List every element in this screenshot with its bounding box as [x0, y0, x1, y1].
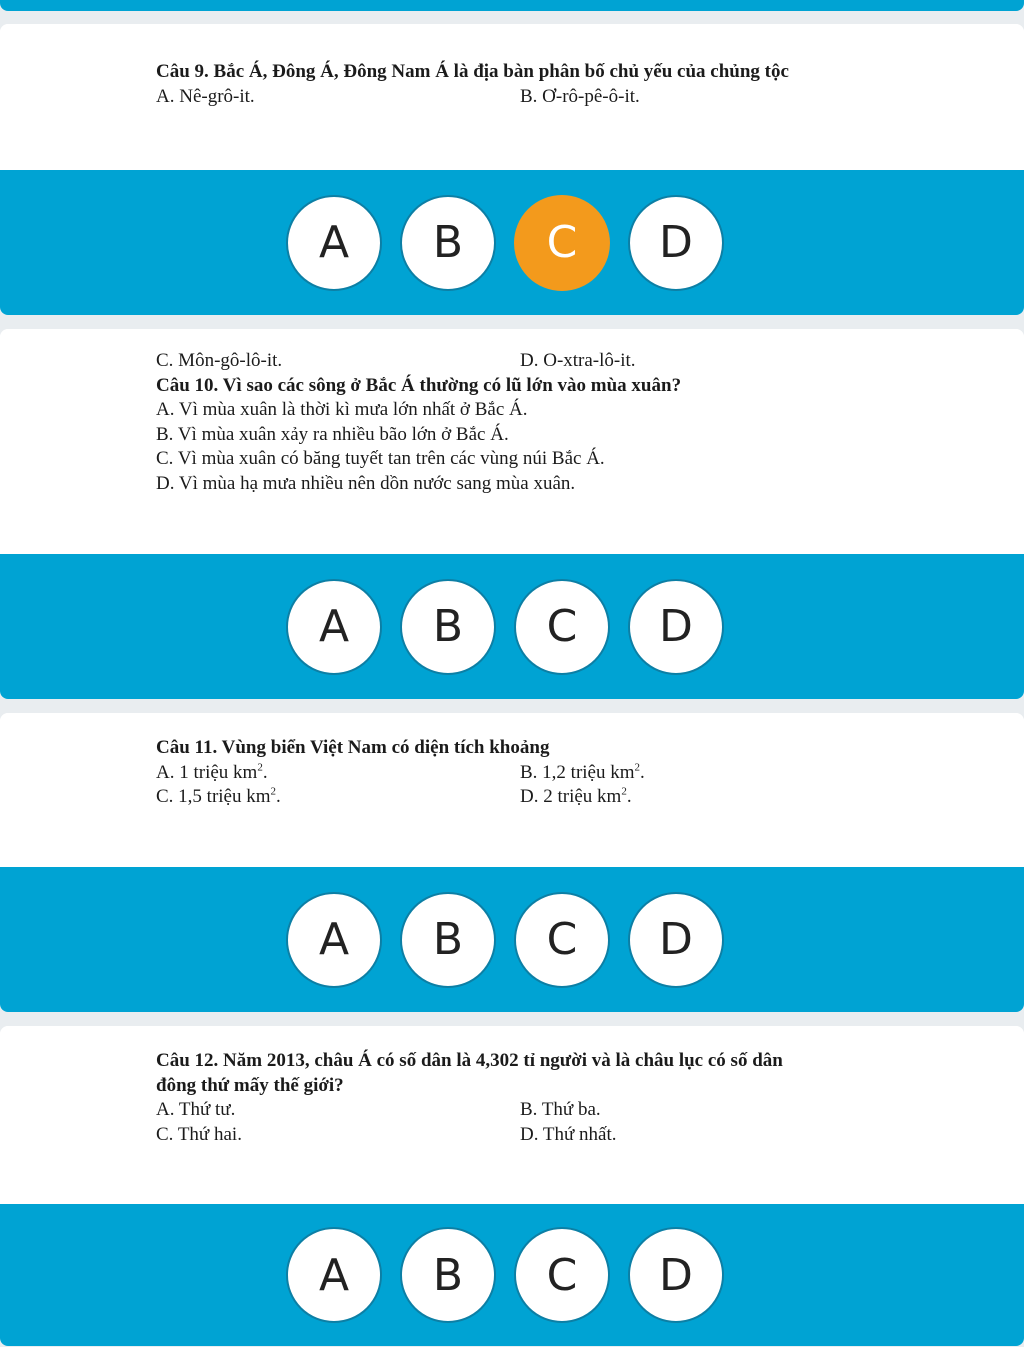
- question-card-10: [0, 329, 1024, 699]
- option-row: [156, 785, 896, 810]
- question-card-9: [0, 24, 1024, 315]
- question-text: [156, 60, 896, 109]
- answer-a-button[interactable]: A: [286, 195, 382, 291]
- question-stem-continued: đông thứ mấy thế giới?: [156, 1074, 344, 1096]
- answer-a-button[interactable]: A: [286, 1227, 382, 1323]
- answer-choices: [286, 1204, 724, 1346]
- question-text: [156, 349, 896, 496]
- answer-d-button[interactable]: D: [628, 1227, 724, 1323]
- option-c: C. Môn-gô-lô-it.: [156, 350, 283, 371]
- question-text: [156, 1049, 896, 1147]
- answer-choices: [286, 554, 724, 699]
- answer-b-button[interactable]: B: [400, 579, 496, 675]
- option-c: C. Vì mùa xuân có băng tuyết tan trên các vùng núi Bắc Á.: [156, 448, 605, 469]
- option-d: D. Vì mùa hạ mưa nhiều nên dồn nước sang mùa xuân.: [156, 472, 576, 494]
- answer-bar: [0, 554, 1024, 699]
- answer-choices: [286, 867, 724, 1012]
- answer-c-button[interactable]: C: [514, 892, 610, 988]
- answer-d-button[interactable]: D: [628, 892, 724, 988]
- answer-a-button[interactable]: A: [286, 892, 382, 988]
- answer-a-button[interactable]: A: [286, 579, 382, 675]
- option-c: C. Thứ hai.: [156, 1123, 242, 1145]
- option-c: C. 1,5 triệu $km^2$.: [156, 785, 281, 807]
- answer-bar: [0, 1204, 1024, 1346]
- option-a: A. 1 triệu $km^2$.: [156, 761, 268, 783]
- question-stem: Câu 10. Vì sao các sông ở Bắc Á thường có lũ lớn vào mùa xuân?: [156, 374, 682, 396]
- option-row: [156, 349, 896, 374]
- option-row: [156, 1098, 896, 1123]
- answer-b-button[interactable]: B: [400, 892, 496, 988]
- answer-b-button[interactable]: B: [400, 1227, 496, 1323]
- top-answer-bar-edge: [0, 0, 1024, 11]
- option-row: [156, 761, 896, 786]
- question-card-11: [0, 713, 1024, 1012]
- answer-bar: [0, 170, 1024, 315]
- option-a: A. Thứ tư.: [156, 1099, 236, 1120]
- answer-c-button[interactable]: C: [514, 579, 610, 675]
- question-stem: Câu 9. Bắc Á, Đông Á, Đông Nam Á là địa bàn phân bố chủ yếu của chủng tộc: [156, 61, 789, 82]
- option-d: D. Thứ nhất.: [520, 1123, 617, 1145]
- answer-c-button[interactable]: C: [514, 195, 610, 291]
- option-a: A. Nê-grô-it.: [156, 85, 255, 107]
- answer-bar: [0, 867, 1024, 1012]
- question-stem: Câu 12. Năm 2013, châu Á có số dân là 4,302 tỉ người và là châu lục có số dân: [156, 1050, 783, 1071]
- question-text: [156, 736, 896, 810]
- option-d: D. O-xtra-lô-it.: [520, 350, 636, 371]
- answer-b-button[interactable]: B: [400, 195, 496, 291]
- option-b: B. Thứ ba.: [520, 1099, 601, 1120]
- answer-d-button[interactable]: D: [628, 195, 724, 291]
- option-a: A. Vì mùa xuân là thời kì mưa lớn nhất ở Bắc Á.: [156, 399, 528, 420]
- option-row: [156, 85, 896, 110]
- question-card-12: [0, 1026, 1024, 1346]
- option-d: D. 2 triệu $km^2$.: [520, 785, 632, 807]
- answer-choices: [286, 170, 724, 315]
- answer-d-button[interactable]: D: [628, 579, 724, 675]
- answer-c-button[interactable]: C: [514, 1227, 610, 1323]
- question-stem: Câu 11. Vùng biển Việt Nam có diện tích khoảng: [156, 737, 550, 758]
- option-row: [156, 1123, 896, 1148]
- option-b: B. 1,2 triệu $km^2$.: [520, 761, 645, 783]
- option-b: B. Vì mùa xuân xảy ra nhiều bão lớn ở Bắc Á.: [156, 423, 509, 445]
- option-b: B. Ơ-rô-pê-ô-it.: [520, 85, 640, 107]
